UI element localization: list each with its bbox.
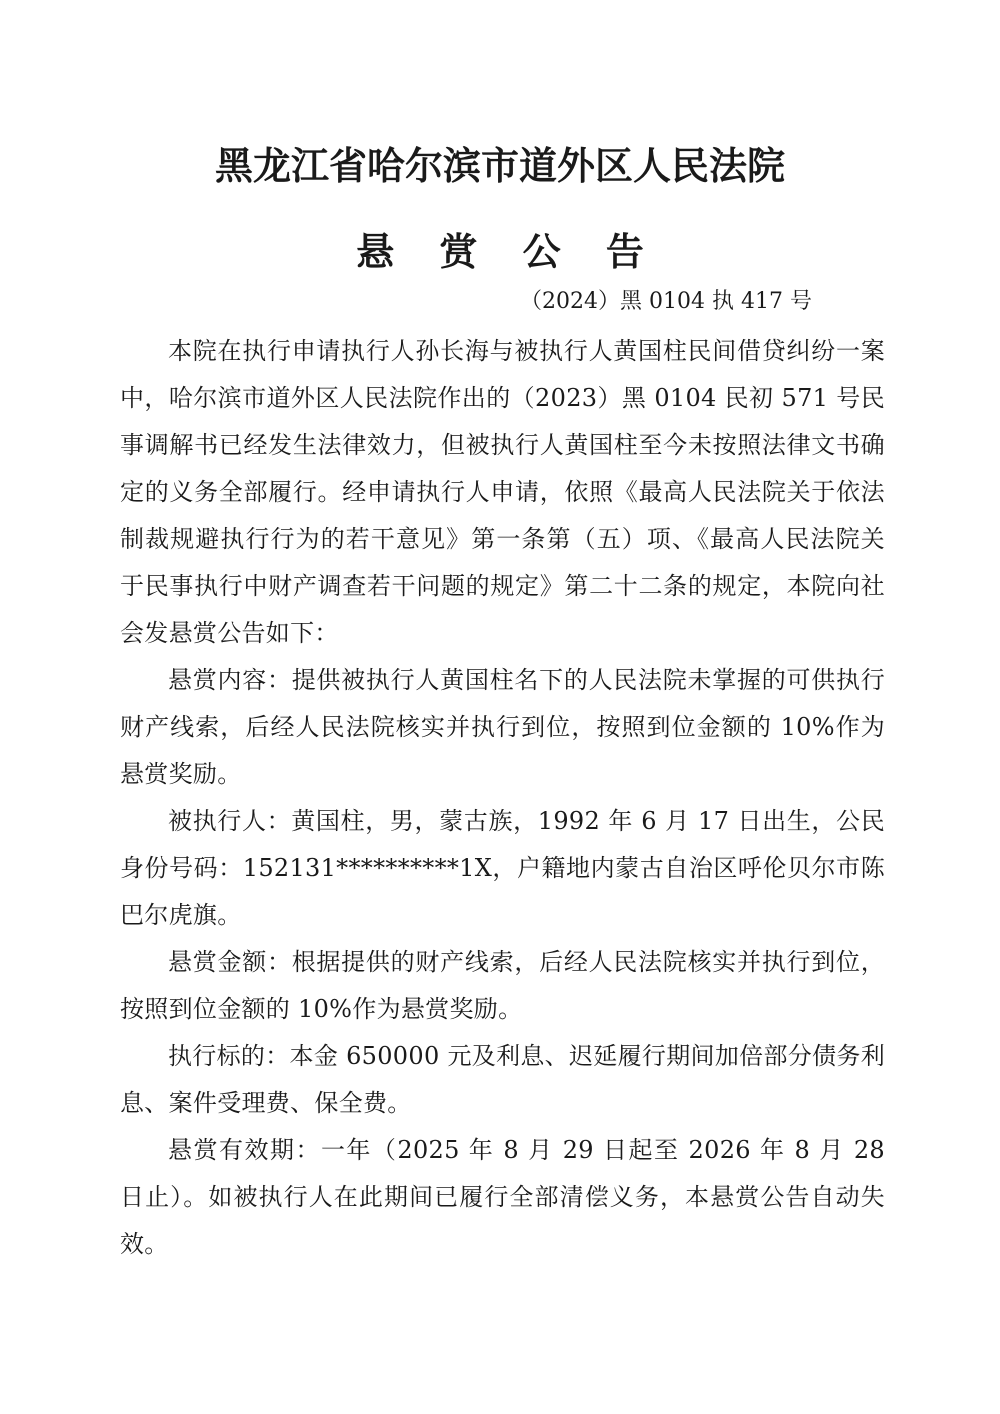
paragraph-reward-content: 悬赏内容：提供被执行人黄国柱名下的人民法院未掌握的可供执行财产线索，后经人民法院核实并执行到位，按照到位金额的 10%作为悬赏奖励。 bbox=[120, 666, 885, 788]
paragraph-validity-period: 悬赏有效期：一年（2025 年 8 月 29 日起至 2026 年 8 月 28 日止）。如被执行人在此期间已履行全部清偿义务，本悬赏公告自动失效。 bbox=[120, 1136, 885, 1258]
notice-title: 悬 赏 公 告 bbox=[356, 230, 660, 274]
paragraph-execution-target: 执行标的：本金 650000 元及利息、迟延履行期间加倍部分债务利息、案件受理费、保全费。 bbox=[120, 1042, 885, 1117]
paragraph-intro: 本院在执行申请执行人孙长海与被执行人黄国柱民间借贷纠纷一案中，哈尔滨市道外区人民法院作出的（2023）黑 0104 民初 571 号民事调解书已经发生法律效力，但被执行人黄国柱至今未按照法律文书确定的义务全部履行。经申请执行人申请，依照《最高人民法院关于依法制裁规避执行行为的若干意见》第一条第（五）项、《最高人民法院关于民事执行中财产调查若干问题的规定》第二十二条的规定，本院向社会发悬赏公告如下： bbox=[120, 337, 885, 647]
case-number: （2024）黑 0104 执 417 号 bbox=[520, 289, 812, 314]
court-name-heading: 黑龙江省哈尔滨市道外区人民法院 bbox=[214, 144, 785, 188]
notice-body bbox=[120, 328, 885, 1268]
paragraph-reward-amount: 悬赏金额：根据提供的财产线索，后经人民法院核实并执行到位，按照到位金额的 10%作为悬赏奖励。 bbox=[120, 948, 885, 1023]
paragraph-debtor-info: 被执行人：黄国柱，男，蒙古族，1992 年 6 月 17 日出生，公民身份号码：152131**********1X，户籍地内蒙古自治区呼伦贝尔市陈巴尔虎旗。 bbox=[120, 807, 885, 929]
